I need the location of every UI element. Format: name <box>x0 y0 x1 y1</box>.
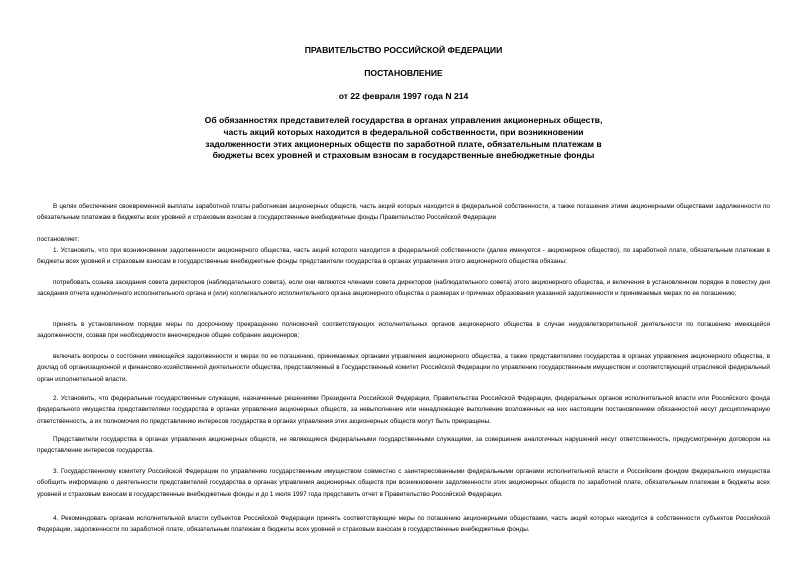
document-title: Об обязанностях представителей государства в органах управления акционерных обществ, часть акций которых находится в федеральной собственности, при возникновении задолженности этих акционерных обществ по заработной плате, обязательным платежам в бюджеты всех уровней и страховым взносам в государственные внебюджетные фонды <box>204 115 603 161</box>
paragraph-1-item-b: принять в установленном порядке меры по досрочному прекращению полномочий соответствующих исполнительных органов акционерного общества в случае неудовлетворительной деятельности по погашению имеющейся задолженности, созвав при необходимости внеочередное общее собрание акционеров; <box>37 321 770 340</box>
paragraph-1: 1. Установить, что при возникновении задолженности акционерного общества, часть акций которого находится в федеральной собственности (далее именуется - акционерное общество), по заработной плате, обязательным платежам в бюджеты всех уровней и страховым взносам в государственные внебюджетные фонды представители государства в органах управления этого акционерного общества обязаны: <box>37 247 770 266</box>
paragraph-1-item-c: включать вопросы о состоянии имеющейся задолженности и мерах по ее погашению, принимаемых органами управления акционерного общества, а также представителями государства в органах управления акционерного общества, в доклад об организационной и финансово-хозяйственной деятельности общества, представляемый в Государственный комитет Российской Федерации по управлению государственным имуществом и соответствующий отраслевой федеральный орган исполнительной власти. <box>37 353 770 383</box>
issuer-heading: ПРАВИТЕЛЬСТВО РОССИЙСКОЙ ФЕДЕРАЦИИ <box>304 45 503 55</box>
decrees-line: постановляет: <box>37 236 80 243</box>
paragraph-4: 4. Рекомендовать органам исполнительной власти субъектов Российской Федерации принять соответствующие меры по погашению акционерными обществами, часть акций которых находится в собственности субъектов Российской Федерации, задолженности по заработной плате, обязательным платежам в бюджеты всех уровней и страховым взносам в государственные внебюджетные фонды. <box>37 515 770 534</box>
document-type-heading: ПОСТАНОВЛЕНИЕ <box>364 68 443 78</box>
paragraph-3: 3. Государственному комитету Российской Федерации по управлению государственным имуществом совместно с заинтересованными федеральными органами исполнительной власти и Российским фондом федерального имущества обобщить информацию о деятельности представителей государства в органах управления акционерных обществ при возникновении задолженности этих акционерных обществ по заработной плате, обязательным платежам в бюджеты всех уровней и страховым взносам в государственные внебюджетные фонды и до 1 июля 1997 года представить отчет в Правительство Российской Федерации. <box>37 468 770 498</box>
paragraph-1-item-a: потребовать созыва заседания совета директоров (наблюдательного совета), если они являются членами совета директоров (наблюдательного совета) этого акционерного общества, и включения в установленном порядке в повестку дня заседания отчета единоличного исполнительного органа и (или) коллегиального исполнительного органа акционерного общества о размерах и причинах образования указанной задолженности и принимаемых мерах по ее погашению; <box>37 279 770 298</box>
paragraph-2: 2. Установить, что федеральные государственные служащие, назначенные решениями Президента Российской Федерации, Правительства Российской Федерации, федеральных органов исполнительной власти или Российского фонда федерального имущества представителями государства в органах управления акционерных обществ, за невыполнение или ненадлежащее выполнение возложенных на них настоящим постановлением обязанностей несут дисциплинарную ответственность, а их полномочия по представлению интересов государства в органах управления этих акционерных обществ могут быть прекращены. <box>37 395 770 425</box>
preamble-paragraph: В целях обеспечения своевременной выплаты заработной платы работникам акционерных обществ, часть акций которых находится в федеральной собственности, а также погашения этими акционерными обществами задолженности по обязательным платежам в бюджеты всех уровней и страховым взносам в государственные внебюджетные фонды Правительство Российской Федерации <box>37 203 770 222</box>
date-number-heading: от 22 февраля 1997 года N 214 <box>338 91 469 101</box>
paragraph-2-continuation: Представители государства в органах управления акционерных обществ, не являющиеся федеральными государственными служащими, за совершение аналогичных нарушений несут ответственность, предусмотренную договором на представление интересов государства. <box>37 436 770 455</box>
